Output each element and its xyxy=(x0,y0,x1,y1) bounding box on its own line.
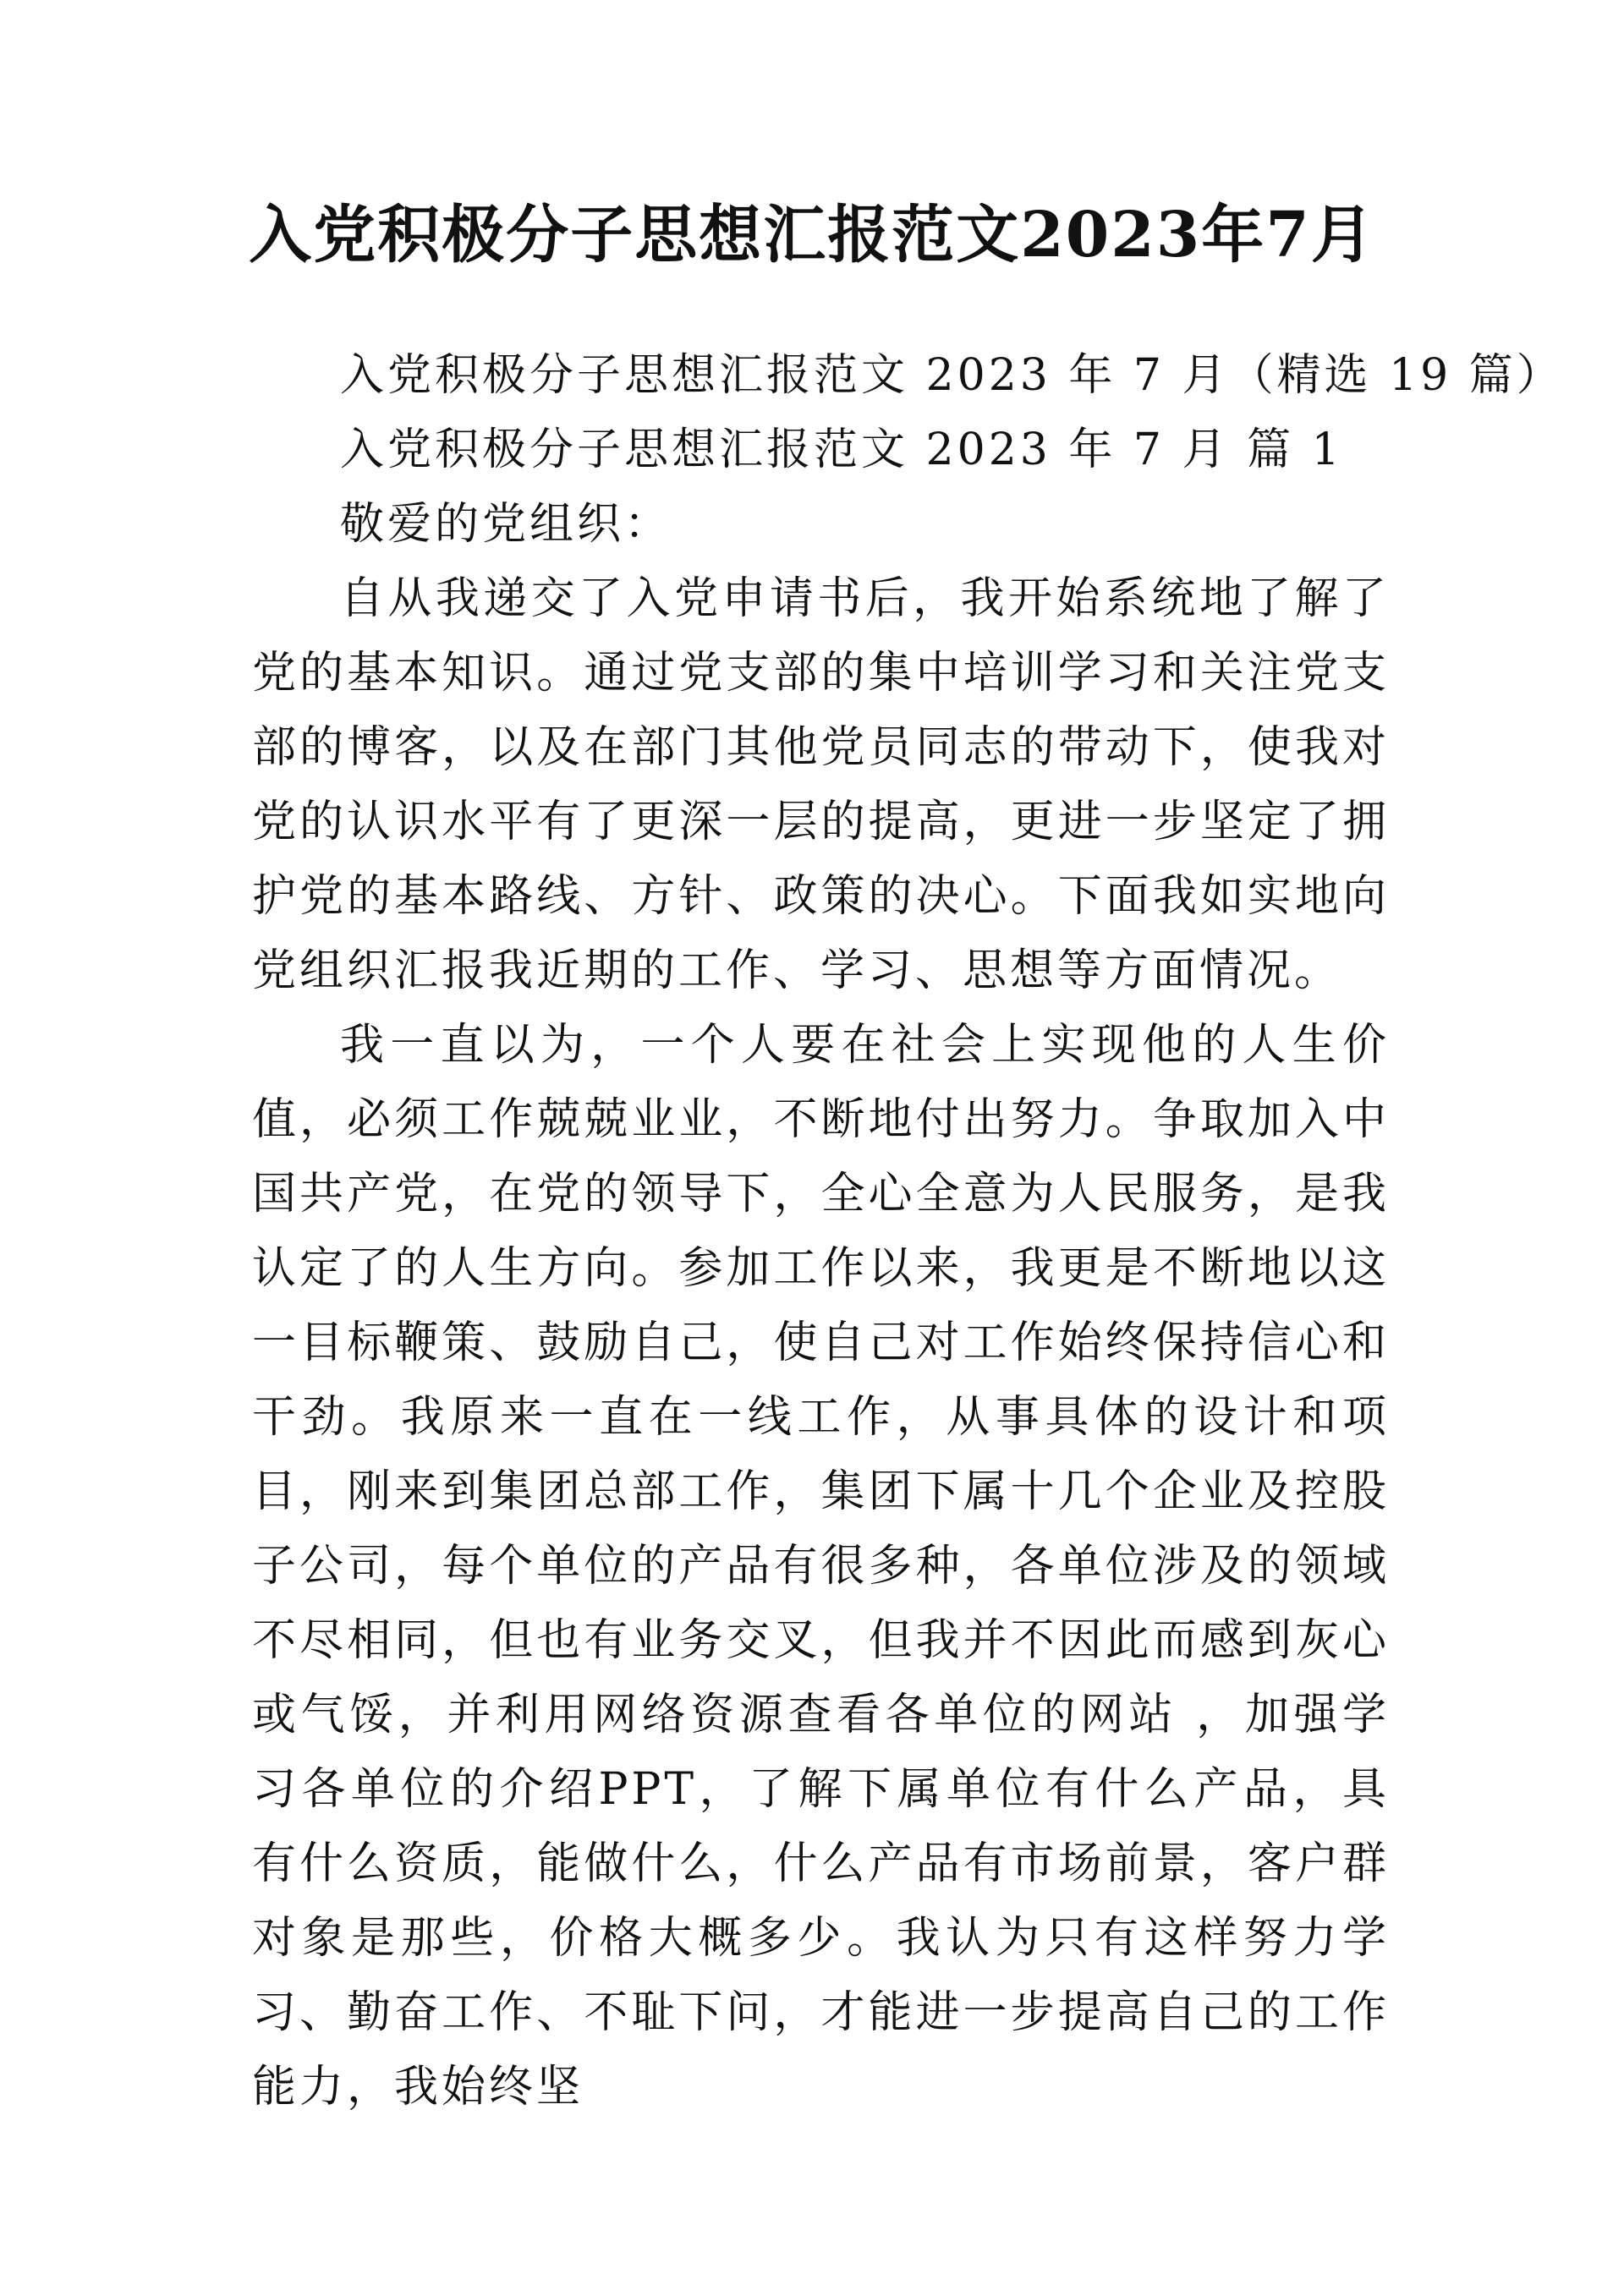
body-paragraph-1: 自从我递交了入党申请书后，我开始系统地了解了党的基本知识。通过党支部的集中培训学习和关注党支部的博客，以及在部门其他党员同志的带动下，使我对党的认识水平有了更深一层的提高，更进一步坚定了拥护党的基本路线、方针、政策的决心。下面我如实地向党组织汇报我近期的工作、学习、思想等方面情况。 xyxy=(252,573,1390,996)
body-paragraph-2: 我一直以为，一个人要在社会上实现他的人生价值，必须工作兢兢业业，不断地付出努力。争取加入中国共产党，在党的领导下，全心全意为人民服务，是我认定了的人生方向。参加工作以来，我更是不断地以这一目标鞭策、鼓励自己，使自己对工作始终保持信心和干劲。我原来一直在一线工作，从事具体的设计和项目，刚来到集团总部工作，集团下属十几个企业及控股子公司，每个单位的产品有很多种，各单位涉及的领域不尽相同，但也有业务交叉，但我并不因此而感到灰心或气馁，并利用网络资源查看各单位的网站 ，加强学习各单位的介绍PPT，了解下属单位有什么产品，具有什么资质，能做什么，什么产品有市场前景，客户群对象是那些，价格大概多少。我认为只有这样努力学习、勤奋工作、不耻下问，才能进一步提高自己的工作能力，我始终坚 xyxy=(252,1020,1390,2112)
document-title: 入党积极分子思想汇报范文2023年7月 xyxy=(249,199,1375,271)
document-body xyxy=(252,338,1564,2124)
section-heading: 入党积极分子思想汇报范文 2023 年 7 月 篇 1 xyxy=(340,425,1343,475)
salutation: 敬爱的党组织： xyxy=(340,499,672,550)
document-subtitle: 入党积极分子思想汇报范文 2023 年 7 月（精选 19 篇） xyxy=(340,350,1564,401)
